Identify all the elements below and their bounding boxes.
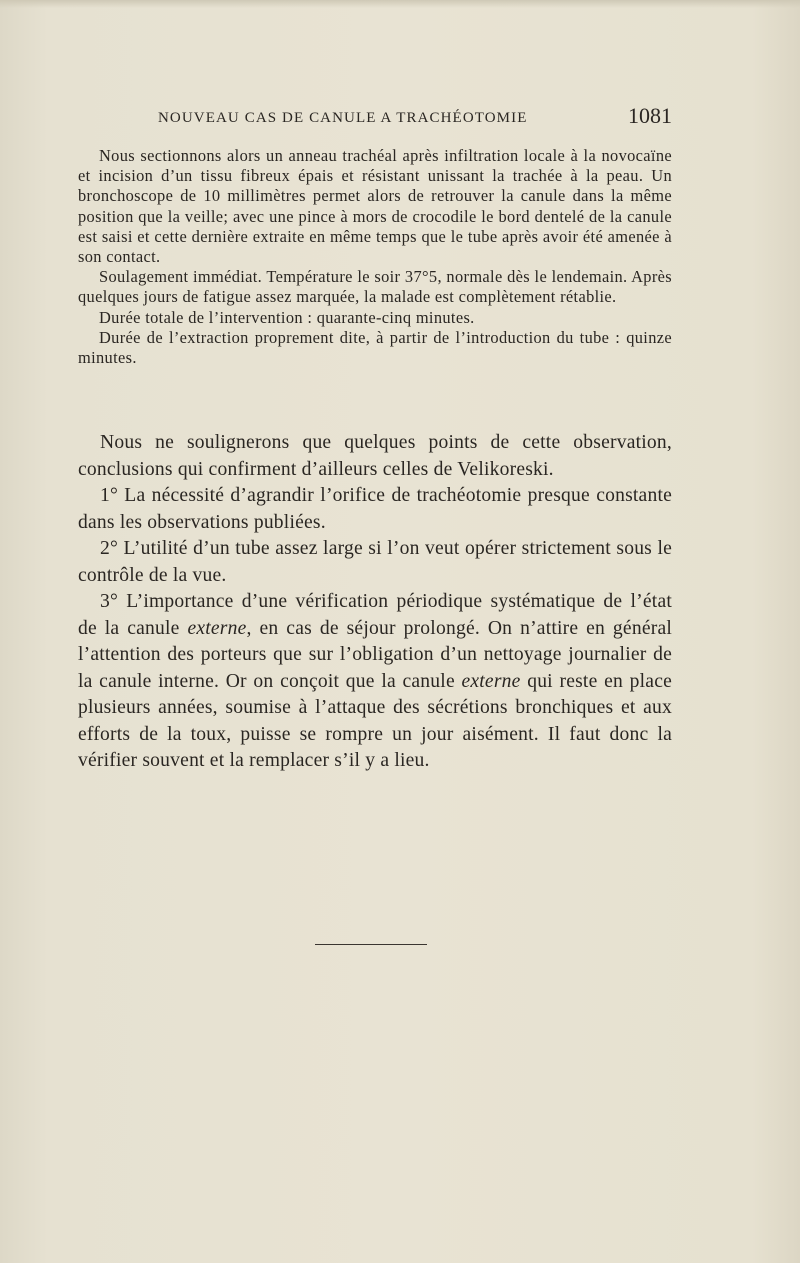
page-edge-shadow: [0, 0, 800, 8]
observation-paragraph: Durée totale de l’intervention : quarante-cinq minutes.: [99, 307, 475, 327]
italic-term: externe: [187, 617, 247, 639]
observation-paragraph: Nous sectionnons alors un anneau trachéal après infiltration locale à la novocaïne et incision d’un tissu fibreux épais et résistant unissant la trachée à la peau. Un bronchoscope de 10 millimètres permet alors de retrouver la canule dans la même position que la veille; avec une pince à mors de crocodile le bord dentelé de la canule est saisi et cette dernière extraite en même temps que le tube après avoir été amenée à son contact.: [78, 146, 672, 267]
section-end-rule: [315, 944, 427, 945]
conclusion-text-segment: , en cas de séjour prolongé. On n’attire en général l’attention des porteurs que sur l’obligation d’un nettoyage journalier de la canule interne. Or on conçoit que la canule: [78, 617, 672, 692]
page-number: 1081: [628, 103, 672, 128]
observation-text: [78, 146, 672, 368]
conclusion-point-2: 2° L’utilité d’un tube assez large si l’on veut opérer strictement sous le contrôle de la vue.: [78, 538, 672, 586]
conclusion-point-1: 1° La nécessité d’agrandir l’orifice de trachéotomie presque constante dans les observations publiées.: [78, 485, 672, 533]
observation-paragraph: Soulagement immédiat. Température le soir 37°5, normale dès le lendemain. Après quelques jours de fatigue assez marquée, la malade est complètement rétablie.: [78, 267, 672, 307]
running-title: NOUVEAU CAS DE CANULE A TRACHÉOTOMIE: [158, 110, 528, 126]
conclusion-text-segment: 3° L’importance d’une vérification périodique systématique de l’état de la canule: [78, 591, 672, 639]
conclusions-text: [78, 430, 672, 775]
observation-paragraph: Durée de l’extraction proprement dite, à partir de l’introduction du tube : quinze minutes.: [78, 327, 672, 368]
page-header: [158, 103, 678, 131]
conclusions-intro: Nous ne soulignerons que quelques points de cette observation, conclusions qui confirment d’ailleurs celles de Velikoreski.: [78, 432, 672, 480]
conclusion-point-3: [78, 589, 672, 775]
conclusion-text-segment: qui reste en place plusieurs années, soumise à l’attaque des sécrétions bronchiques et aux efforts de la toux, puisse se rompre un jour aisément. Il faut donc la vérifier souvent et la remplacer s’il y a lieu.: [78, 670, 672, 771]
italic-term: externe: [461, 670, 521, 692]
